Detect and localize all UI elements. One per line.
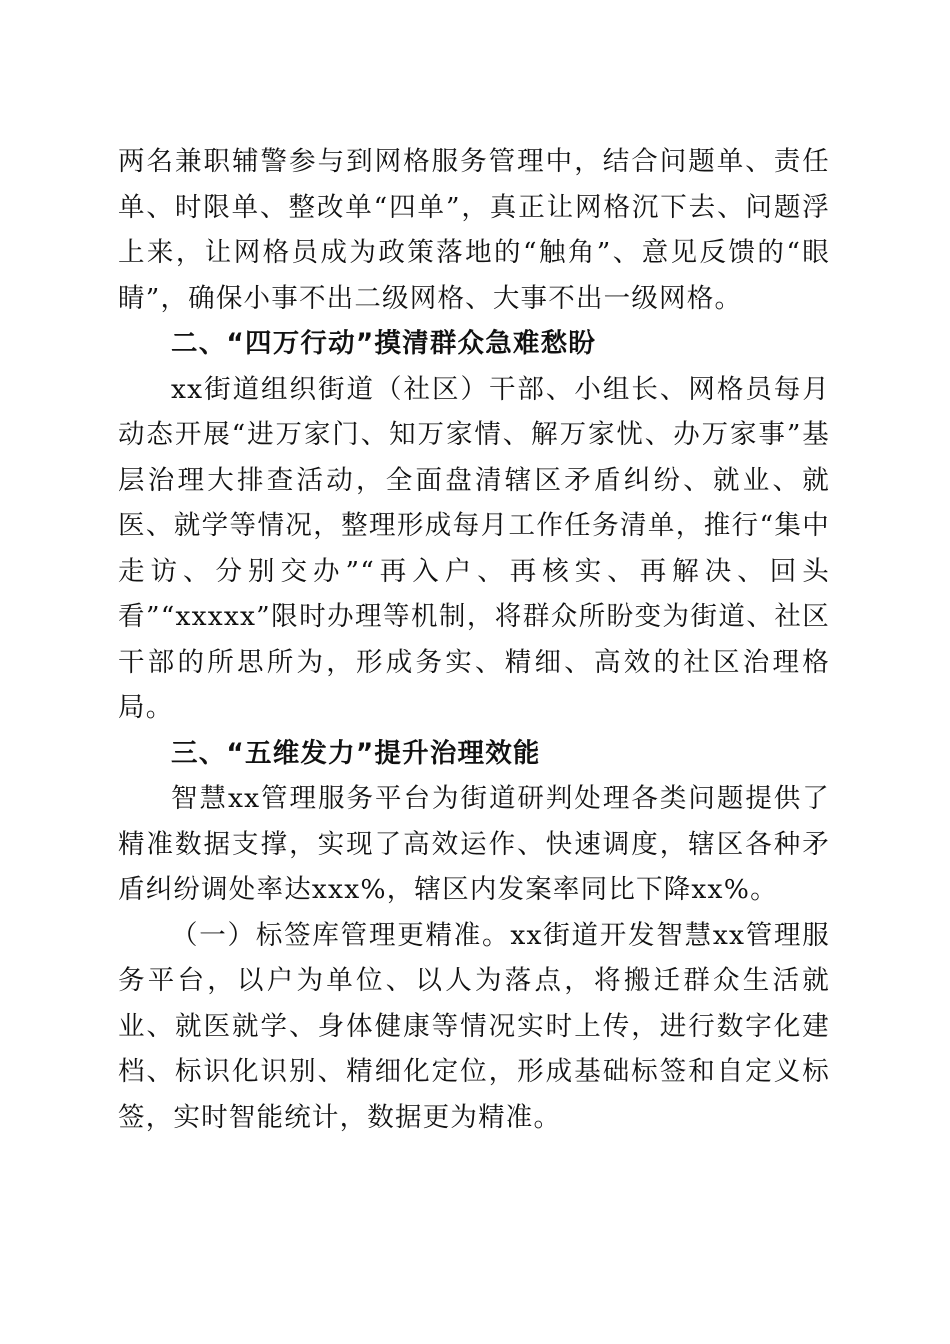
section-heading-2: 二、“四万行动”摸清群众急难愁盼 xyxy=(171,328,597,359)
paragraph-continued: 两名兼职辅警参与到网格服务管理中，结合问题单、责任单、时限单、整改单“四单”，真正让网格沉下去、问题浮上来，让网格员成为政策落地的“触角”、意见反馈的“眼睛”，确保小事不出二级网格、大事不出一级网格。 xyxy=(118,146,830,314)
paragraph-four-wan-action: xx街道组织街道（社区）干部、小组长、网格员每月动态开展“进万家门、知万家情、解万家忧、办万家事”基层治理大排查活动，全面盘清辖区矛盾纠纷、就业、就医、就学等情况，整理形成每月工作任务清单，推行“集中走访、分别交办”“再入户、再核实、再解决、回头看”“xxxxx”限时办理等机制，将群众所盼变为街道、社区干部的所思所为，形成务实、精细、高效的社区治理格局。 xyxy=(118,373,830,723)
document-body xyxy=(118,139,830,1140)
section-heading-3: 三、“五维发力”提升治理效能 xyxy=(171,737,541,769)
paragraph-smart-platform: 智慧xx管理服务平台为街道研判处理各类问题提供了精准数据支撑，实现了高效运作、快速调度，辖区各种矛盾纠纷调处率达xxx%，辖区内发案率同比下降xx%。 xyxy=(118,783,830,905)
paragraph-tag-library: （一）标签库管理更精准。xx街道开发智慧xx管理服务平台，以户为单位、以人为落点，将搬迁群众生活就业、就医就学、身体健康等情况实时上传，进行数字化建档、标识化识别、精细化定位，形成基础标签和自定义标签，实时智能统计，数据更为精准。 xyxy=(118,919,830,1133)
